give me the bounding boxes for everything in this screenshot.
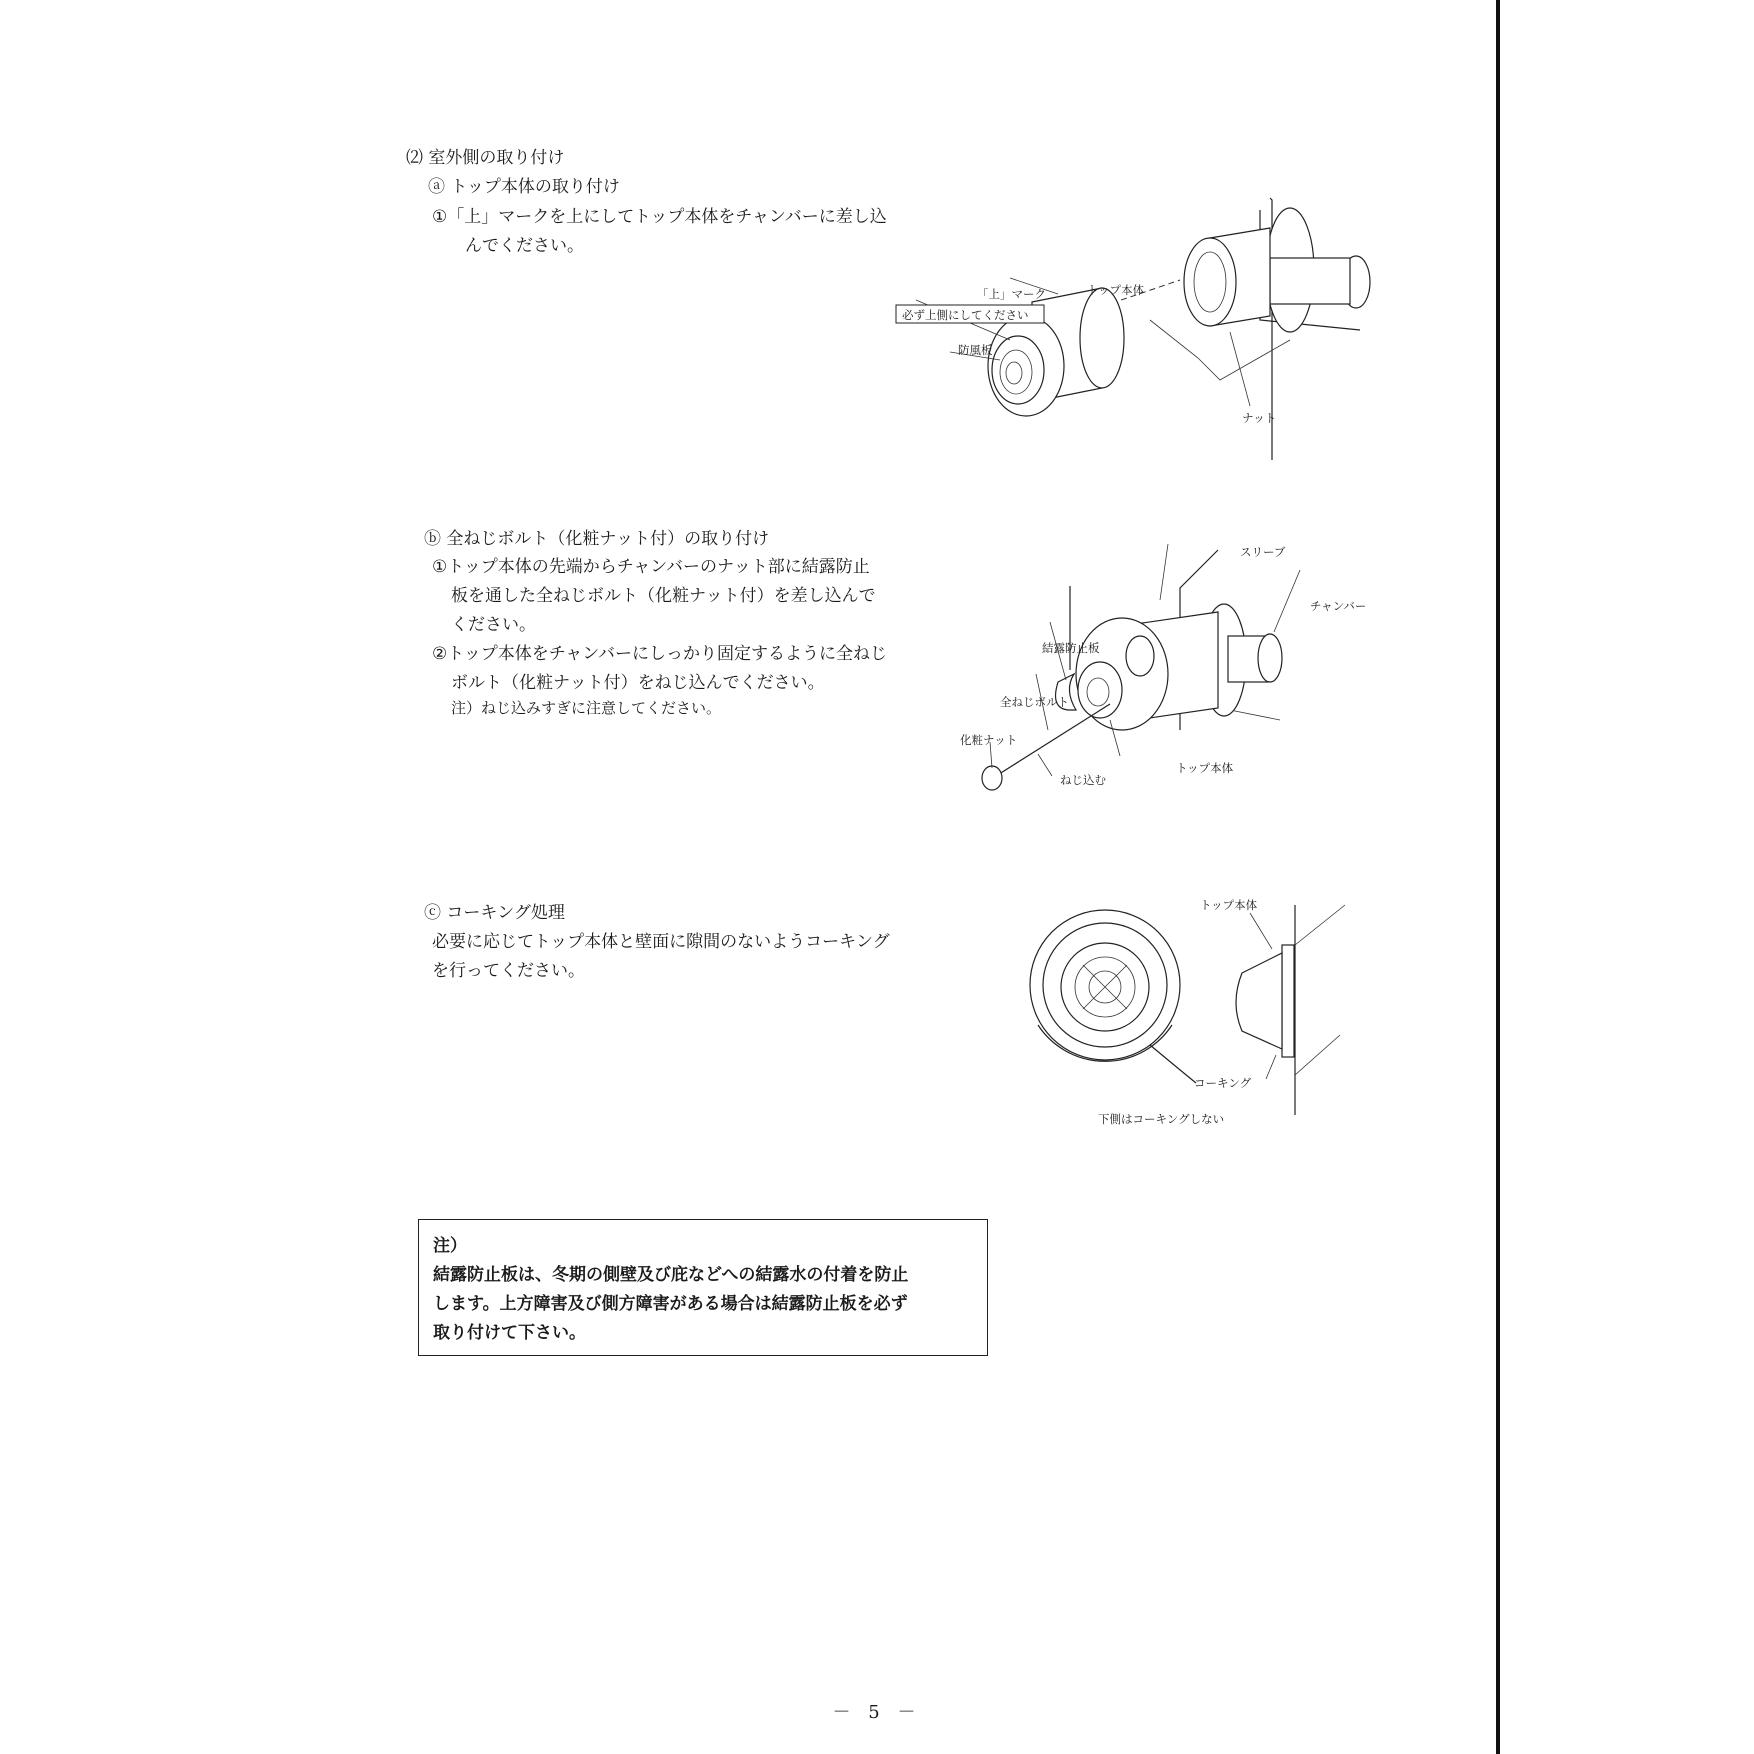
fig-a-wall-ground [1150, 320, 1290, 380]
notice-line1: 結露防止板は、冬期の側壁及び庇などへの結露水の付着を防止 [433, 1265, 909, 1285]
fig-a-top-body-end [1080, 288, 1124, 388]
fig-b-chamber-nut [1126, 636, 1154, 676]
sub-b-step2-line1: ②トップ本体をチャンバーにしっかり固定するように全ねじ [432, 644, 888, 664]
fig-b-chamber [1258, 634, 1282, 682]
fig-b-label-condensation-plate: 結露防止板 [1042, 641, 1100, 655]
sub-c-heading: ⓒ コーキング処理 [424, 903, 565, 923]
fig-b-leader-screw [1038, 754, 1052, 776]
sub-b-step1-line1: ①トップ本体の先端からチャンバーのナット部に結露防止 [432, 557, 870, 577]
fig-b-label-sleeve: スリーブ [1240, 545, 1286, 559]
fig-b-label-chamber: チャンバー [1310, 599, 1367, 613]
fig-a-chamber-front [1184, 238, 1236, 326]
page-number: － 5 － [832, 1702, 922, 1723]
sub-b-step2-line2: ボルト（化粧ナット付）をねじ込んでください。 [451, 673, 825, 693]
sub-b-note: 注）ねじ込みすぎに注意してください。 [451, 699, 722, 717]
section-heading: ⑵ 室外側の取り付け [406, 148, 565, 168]
sub-b-step1-line2: 板を通した全ねじボルト（化粧ナット付）を差し込んで [451, 586, 876, 606]
fig-c-label-no-caulk: 下側はコーキングしない [1098, 1112, 1225, 1126]
notice-title: 注） [433, 1236, 467, 1256]
fig-c-label-top-body: トップ本体 [1200, 898, 1258, 912]
fig-a-chamber-bracket [1270, 258, 1350, 304]
fig-b-label-cosmetic-nut: 化粧ナット [960, 733, 1018, 747]
fig-a-label-nut: ナット [1242, 411, 1277, 425]
notice-line2: します。上方障害及び側方障害がある場合は結露防止板を必ず [433, 1294, 908, 1314]
fig-c-leader-body [1250, 913, 1272, 949]
fig-a-label-boxed: 必ず上側にしてください [902, 308, 1029, 322]
sub-b-heading: ⓑ 全ねじボルト（化粧ナット付）の取り付け [424, 529, 770, 549]
fig-b-baffle [1078, 662, 1122, 718]
fig-c-wall-bottom [1295, 1035, 1340, 1075]
fig-c-caulk-leader [1150, 1045, 1196, 1083]
sub-a-step1-line1: ①「上」マークを上にしてトップ本体をチャンバーに差し込 [432, 207, 887, 227]
fig-c-side-body [1236, 953, 1282, 1049]
fig-a-label-baffle: 防風板 [958, 343, 993, 357]
fig-c-leader-caulk [1266, 1055, 1276, 1079]
fig-b-leader-sleeve [1160, 544, 1168, 600]
sub-a-step1-line2: んでください。 [465, 236, 584, 256]
fig-c-side-flange [1282, 945, 1294, 1057]
fig-b-label-top-body: トップ本体 [1176, 761, 1234, 775]
sub-c-text [432, 928, 944, 986]
sub-a-step1 [432, 203, 942, 261]
fig-b-cosmetic-nut [982, 766, 1002, 790]
fig-a-leader-nut [1230, 332, 1250, 406]
fig-a-label-top-body: トップ本体 [1087, 283, 1145, 297]
page-edge-border [1496, 0, 1500, 1754]
figure-b-bolt-install [950, 540, 1390, 810]
notice-line3: 取り付けて下さい。 [433, 1323, 586, 1343]
fig-c-label-caulking: コーキング [1194, 1076, 1252, 1090]
figure-c-caulking [1020, 895, 1380, 1140]
sub-c-line2: を行ってください。 [432, 961, 585, 981]
sub-b-step1-line3: ください。 [451, 615, 536, 635]
sub-b-step1 [432, 553, 944, 640]
notice-box [418, 1219, 988, 1356]
fig-c-wall-top [1295, 905, 1345, 945]
fig-b-leader-chamber [1274, 570, 1300, 632]
sub-a-heading: ⓐ トップ本体の取り付け [428, 177, 620, 197]
fig-b-label-bolt: 全ねじボルト [1000, 695, 1069, 709]
figure-a-top-body-install [880, 170, 1400, 470]
fig-a-label-mark: 「上」マーク [977, 287, 1046, 301]
sub-c-line1: 必要に応じてトップ本体と壁面に隙間のないようコーキング [432, 932, 890, 952]
fig-b-label-screw-in: ねじ込む [1060, 773, 1106, 787]
sub-b-step2 [432, 640, 944, 698]
